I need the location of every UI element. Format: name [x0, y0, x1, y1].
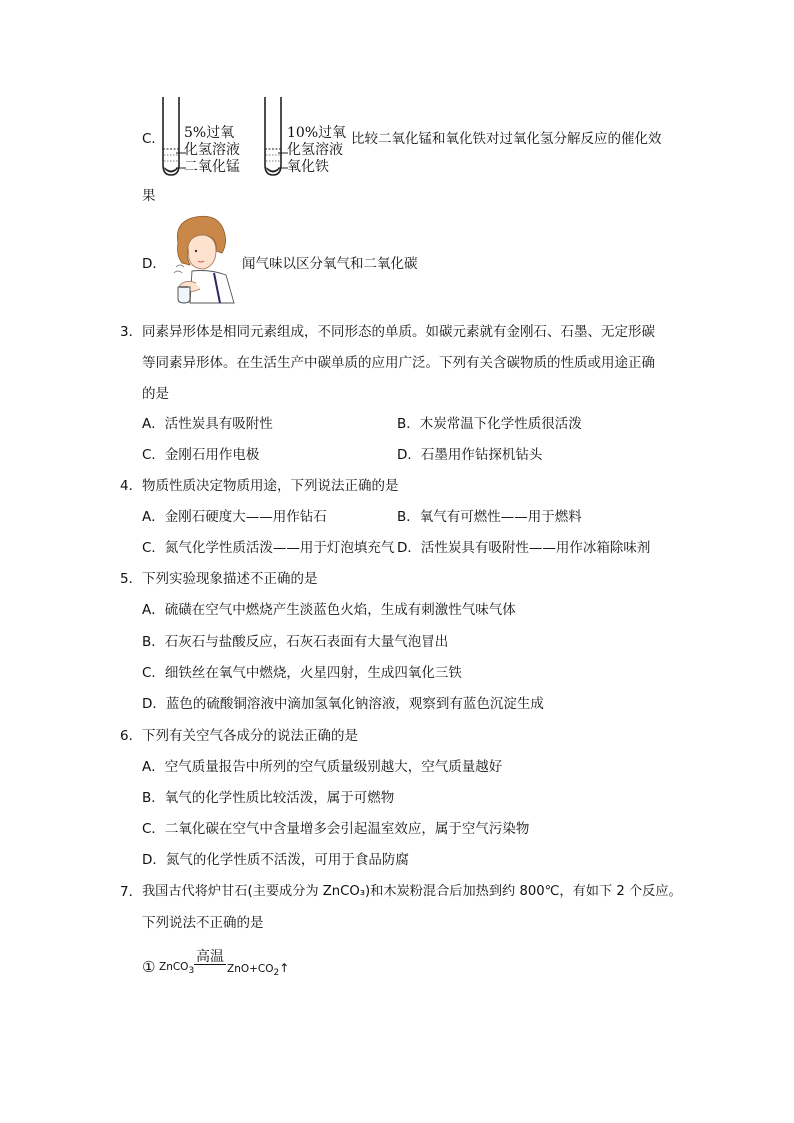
option-c: C．氮气化学性质活泼——用于灯泡填充气: [142, 540, 395, 556]
option-a: A．硫磺在空气中燃烧产生淡蓝色火焰，生成有刺激性气味气体: [142, 602, 516, 618]
option-c-text-continued: 果: [142, 188, 156, 204]
question-stem-line-2: 下列说法不正确的是: [142, 915, 264, 931]
tube-1-reagent: 5%过氧: [184, 125, 235, 141]
option-label: D．: [142, 256, 166, 272]
option-b: B．氧气有可燃性——用于燃料: [397, 509, 582, 525]
option-d: D．氮气的化学性质不活泼，可用于食品防腐: [142, 852, 409, 868]
tube-1-pointer-lines: [176, 150, 188, 170]
reaction-arrow-line: [194, 964, 226, 965]
tube-2-reagent: 10%过氧: [287, 125, 347, 141]
question-number: 5．: [120, 571, 143, 587]
option-label: C．: [142, 131, 165, 147]
option-c-text: 比较二氧化锰和氧化铁对过氧化氢分解反应的催化效: [351, 131, 662, 147]
tube-2-pointer-lines: [278, 150, 290, 170]
option-a: A．金刚石硬度大——用作钻石: [142, 509, 327, 525]
question-stem: 下列实验现象描述不正确的是: [142, 571, 318, 587]
option-c: C．二氧化碳在空气中含量增多会引起温室效应，属于空气污染物: [142, 821, 530, 837]
tube-1-labels: [184, 125, 240, 176]
question-stem-line-1: 我国古代将炉甘石(主要成分为 ZnCO₃)和木炭粉混合后加热到约 800℃，有如下 2 个反应。: [142, 884, 682, 899]
tube-1-catalyst: 二氧化锰: [184, 159, 240, 175]
equation-products: ZnO+CO2↑: [227, 961, 290, 978]
option-c: C．细铁丝在氧气中燃烧，火星四射，生成四氧化三铁: [142, 665, 462, 681]
tube-2-catalyst: 氧化铁: [287, 159, 329, 175]
question-number: 3．: [120, 324, 143, 340]
question-stem-line-3: 的是: [142, 386, 169, 402]
question-number: 4．: [120, 478, 143, 494]
tube-1-solution: 化氢溶液: [184, 142, 240, 158]
option-b: B．氧气的化学性质比较活泼，属于可燃物: [142, 790, 395, 806]
question-number: 7．: [120, 884, 143, 900]
tube-2-labels: [287, 125, 346, 176]
option-d: D．活性炭具有吸附性——用作冰箱除味剂: [397, 540, 651, 556]
question-stem-line-1: 同素异形体是相同元素组成，不同形态的单质。如碳元素就有金刚石、石墨、无定形碳: [142, 324, 655, 340]
question-stem: 下列有关空气各成分的说法正确的是: [142, 728, 358, 744]
option-d: D．蓝色的硫酸铜溶液中滴加氢氧化钠溶液，观察到有蓝色沉淀生成: [142, 696, 544, 712]
reaction-condition: 高温: [196, 949, 224, 965]
option-d-text: 闻气味以区分氧气和二氧化碳: [242, 256, 418, 272]
question-stem-line-2: 等同素异形体。在生活生产中碳单质的应用广泛。下列有关含碳物质的性质或用途正确: [142, 355, 655, 371]
option-a: A．空气质量报告中所列的空气质量级别越大，空气质量越好: [142, 759, 503, 775]
person-smelling-gas-illustration: [170, 213, 240, 305]
question-number: 6．: [120, 728, 143, 744]
option-d: D．石墨用作钻探机钻头: [397, 447, 543, 463]
equation-reactant: ZnCO3: [159, 961, 195, 976]
option-c: C．金刚石用作电极: [142, 447, 260, 463]
option-b: B．石灰石与盐酸反应，石灰石表面有大量气泡冒出: [142, 634, 449, 650]
option-a: A．活性炭具有吸附性: [142, 416, 273, 432]
option-b: B．木炭常温下化学性质很活泼: [397, 416, 582, 432]
tube-2-solution: 化氢溶液: [287, 142, 343, 158]
question-stem: 物质性质决定物质用途，下列说法正确的是: [142, 478, 399, 494]
equation-marker: ①: [142, 958, 156, 976]
